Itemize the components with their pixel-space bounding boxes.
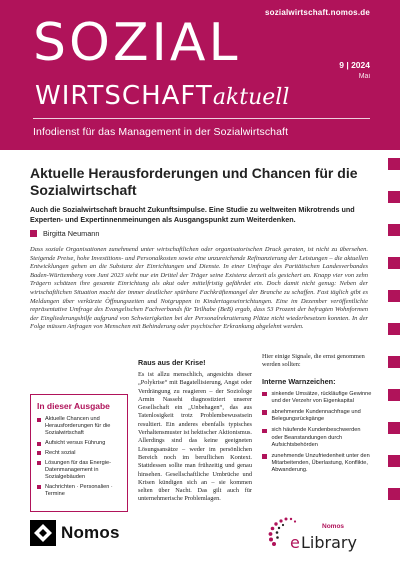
issue-item-label: Aktuelle Chancen und Herausforderungen für die Sozialwirtschaft <box>45 416 111 437</box>
issue-item-label: Aufsicht versus Führung <box>45 440 106 447</box>
edge-markers <box>388 158 400 521</box>
brand-title-bottom <box>35 82 289 112</box>
issue-month: Mai <box>358 73 370 80</box>
issue-item-label: Recht sozial <box>45 449 76 456</box>
in-this-issue-box <box>30 394 128 512</box>
article <box>30 165 368 332</box>
bullet-square-icon <box>262 429 267 434</box>
article-headline: Aktuelle Herausforderungen und Chancen für die Sozialwirtschaft <box>30 165 358 198</box>
column-crisis <box>138 358 252 504</box>
bullet-square-icon <box>262 392 267 397</box>
bullet-square-icon <box>37 442 41 446</box>
issue-item[interactable] <box>37 440 121 447</box>
issue-item[interactable] <box>37 416 121 438</box>
bullet-square-icon <box>262 410 267 415</box>
in-this-issue-title: In dieser Ausgabe <box>37 401 110 411</box>
edge-marker <box>388 323 400 335</box>
bullet-square-icon <box>37 451 41 455</box>
edge-marker <box>388 290 400 302</box>
warnings-intro: Hier einige Signale, die ernst genommen werden sollten: <box>262 353 365 369</box>
elibrary-publisher: Nomos <box>322 523 345 530</box>
issue-item-label: Nachrichten · Personalien · Termine <box>45 483 113 497</box>
bullet-square-icon <box>37 485 41 489</box>
warning-item-label: sinkende Umsätze, rückläufige Gewinne und der Verzehr von Eigenkapital <box>271 390 372 404</box>
nomos-logo[interactable] <box>30 520 120 546</box>
section-text-crisis: Es ist allzu menschlich, angesichts dieser „Polykrise“ mit Bagatellisierung, Angst oder Verdrängung zu reagieren – der Soziologe Armin Nassehi diagnostiziert unserer Gesellschaft ein „Unbehagen“, das aus Tatenlosigkeit trotz Problembewusstsein resultiert. Ein anderes ebenfalls typisches Verhaltensmuster ist hektischer Aktionismus. Allerdings sind das keine geeigneten Lösungsansätze – weder im persönlichen Bereich noch im beruflichen Kontext. Stattdessen sollte man frühzeitig und genau hinsehen. Gesellschaftliche Umbrüche und Krisen kündigen sich an – sie kommen selten über Nacht. Das gilt auch für unternehmerische Problemlagen. <box>138 371 252 503</box>
article-author <box>30 229 368 238</box>
article-lead: Auch die Sozialwirtschaft braucht Zukunftsimpulse. Eine Studie zu weltweiten Mikrotrends und Experten- und Expertinnenmeinungen als Ausgangspunkt zum Weiterdenken. <box>30 205 355 224</box>
warning-item-label: sich häufende Kundenbeschwerden oder Beanstandungen durch Aufsichtsbehörden <box>271 427 361 448</box>
edge-marker <box>388 257 400 269</box>
article-intro: Dass soziale Organisationen zunehmend unter wirtschaftlichen oder organisatorischen Druck geraten, ist nicht zu übersehen. Steigende Preise, hohe Investitions- und Personalkosten sowie eine unzureichende Refinanzierung der Leistungen – die aktuellen Entwicklungen gehen an die Substanz der Einrichtungen und Dienste. In einer Umfrage des Paritätischen Landesverbandes Baden-Württemberg vom Juni 2023 sieht nur ein Drittel der Träger seine Existenz derzeit als gesichert an. Knapp vier von zehn Trägern schätzen ihre gesamte Einrichtung als akut oder mittelfristig gefährdet ein. Doch damit nicht genug: Neben der wirtschaftlichen Situation macht der immer deutlicher spürbare Fachkräftemangel der Branche zu schaffen. Fast täglich gibt es Meldungen über verkürzte Öffnungszeiten und Notgruppen in Kindertageseinrichtungen. Eine im Dezember veröffentlichte repräsentative Umfrage des Evangelischen Fachverbands für Teilhabe (BeB) ergab, dass 53 Prozent der befragten Wohnformen der Eingliederungshilfe aufgrund von Schwierigkeiten bei der Personalrekrutierung Plätze nicht wiederbesetzen konnten. In der Folge müssen Anfragen von Menschen mit Behinderung oder psychischer Erkrankung abgelehnt werden. <box>30 246 368 331</box>
nomos-wordmark: Nomos <box>61 523 120 542</box>
column-warnings <box>262 353 372 479</box>
edge-marker <box>388 488 400 500</box>
masthead-tagline: Infodienst für das Management in der Sozialwirtschaft <box>33 126 289 138</box>
edge-marker <box>388 224 400 236</box>
issue-info <box>339 60 370 82</box>
issue-item[interactable] <box>37 484 121 498</box>
bullet-square-icon <box>262 454 267 459</box>
warnings-title: Interne Warnzeichen: <box>262 376 336 386</box>
masthead <box>0 0 400 150</box>
warning-item-label: zunehmende Unzufriedenheit unter den Mitarbeitenden, Überlastung, Konflikte, Abwanderung. <box>271 453 370 474</box>
edge-marker <box>388 191 400 203</box>
warning-item-label: abnehmende Kundennachfrage und Belegungsrückgänge <box>271 409 361 423</box>
brand-word-aktuell: aktuell <box>212 85 290 110</box>
section-title-crisis: Raus aus der Krise! <box>138 358 206 367</box>
issue-item-label: Lösungen für das Energie-Datenmanagement in Sozialgebäuden <box>45 459 111 480</box>
bullet-square-icon <box>37 418 41 422</box>
issue-item[interactable] <box>37 460 121 482</box>
author-square-icon <box>30 230 37 237</box>
warning-item <box>262 427 372 449</box>
warning-item <box>262 391 372 405</box>
edge-marker <box>388 455 400 467</box>
nomos-mark-icon <box>30 520 56 546</box>
masthead-divider <box>33 118 370 119</box>
elibrary-word: Library <box>301 533 357 552</box>
brand-title-top: SOZIAL <box>33 13 241 73</box>
brand-word-wirtschaft: WIRTSCHAFT <box>35 81 213 111</box>
edge-marker <box>388 158 400 170</box>
issue-item[interactable] <box>37 450 121 457</box>
edge-marker <box>388 356 400 368</box>
bullet-square-icon <box>37 461 41 465</box>
elibrary-e: e <box>290 533 300 552</box>
masthead-url[interactable]: sozialwirtschaft.nomos.de <box>264 8 370 17</box>
edge-marker <box>388 389 400 401</box>
warning-item <box>262 453 372 475</box>
edge-marker <box>388 422 400 434</box>
elibrary-logo[interactable] <box>264 514 374 554</box>
warning-item <box>262 409 372 423</box>
author-name: Birgitta Neumann <box>43 229 100 238</box>
issue-number: 9 | 2024 <box>339 60 370 70</box>
